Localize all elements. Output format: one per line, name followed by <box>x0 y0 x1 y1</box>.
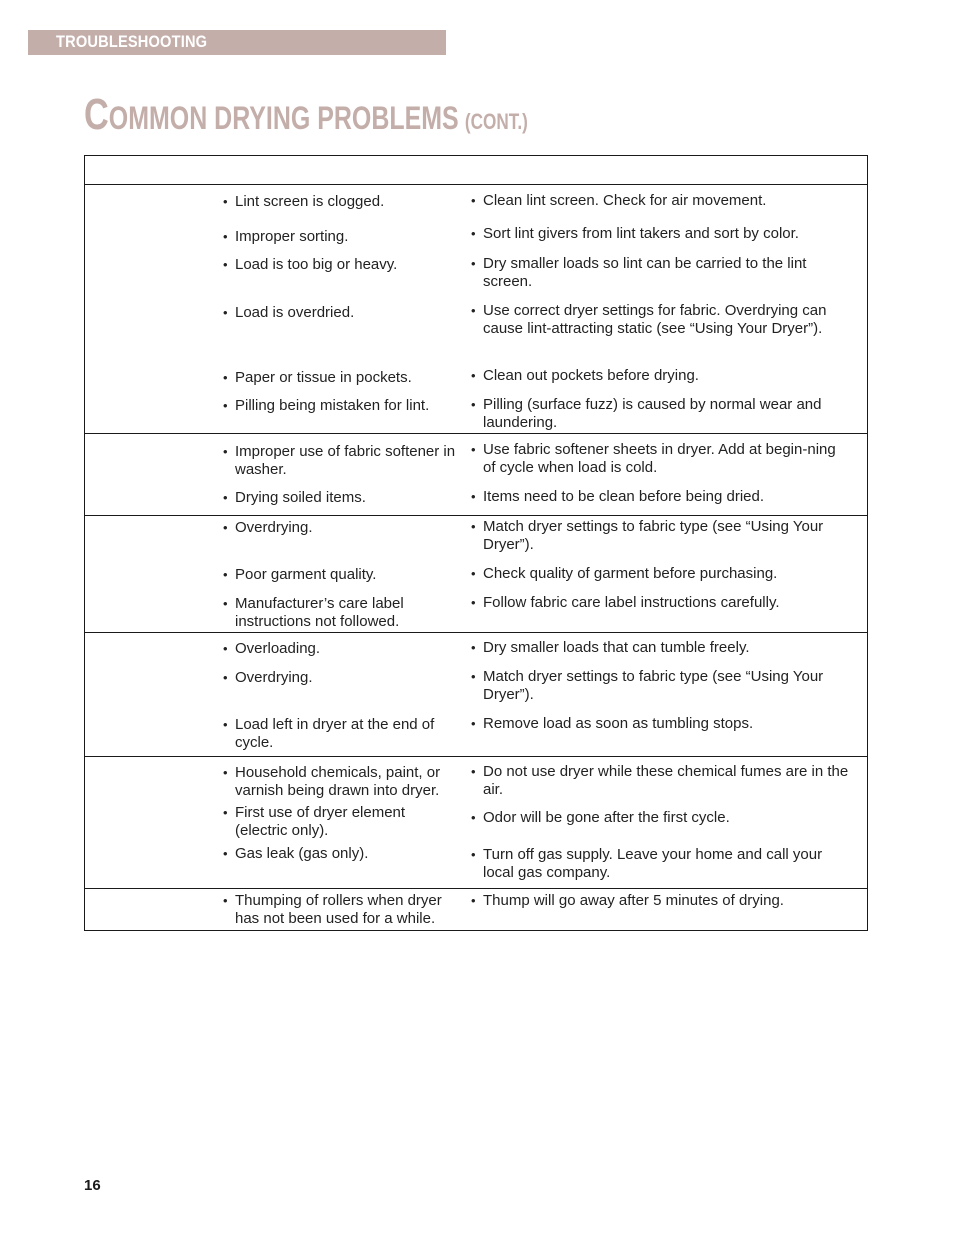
bullet-icon: • <box>223 444 228 459</box>
solution-item: • Dry smaller loads that can tumble freely. <box>471 639 750 656</box>
bullet-icon: • <box>471 810 476 825</box>
solution-item: • Sort lint givers from lint takers and sort by color. <box>471 225 799 242</box>
cause-item: • First use of dryer element (electric only). <box>223 804 406 839</box>
bullet-icon: • <box>471 764 476 779</box>
problem-group <box>85 633 867 757</box>
bullet-icon: • <box>223 194 228 209</box>
cause-item: • Overdrying. <box>223 669 313 686</box>
bullet-icon: • <box>223 520 228 535</box>
bullet-icon: • <box>223 765 228 780</box>
cause-item: • Paper or tissue in pockets. <box>223 369 412 386</box>
cause-item: • Load is overdried. <box>223 304 355 321</box>
bullet-icon: • <box>223 398 228 413</box>
bullet-icon: • <box>471 847 476 862</box>
bullet-icon: • <box>471 716 476 731</box>
solution-item: • Remove load as soon as tumbling stops. <box>471 715 754 732</box>
bullet-icon: • <box>223 670 228 685</box>
bullet-icon: • <box>471 893 476 908</box>
solution-item: • Use fabric softener sheets in dryer. Add at begin-ning of cycle when load is cold. <box>471 441 836 476</box>
solution-item: • Odor will be gone after the first cycle. <box>471 809 730 826</box>
cause-item: • Thumping of rollers when dryer has not been used for a while. <box>223 892 442 927</box>
solution-item: • Do not use dryer while these chemical fumes are in the air. <box>471 763 849 798</box>
page-title-suffix: (CONT.) <box>464 109 528 134</box>
problem-group <box>85 516 867 633</box>
bullet-icon: • <box>471 489 476 504</box>
bullet-icon: • <box>471 669 476 684</box>
solution-item: • Pilling (surface fuzz) is caused by normal wear and laundering. <box>471 396 822 431</box>
bullet-icon: • <box>471 442 476 457</box>
section-label: TROUBLESHOOTING <box>56 32 208 51</box>
bullet-icon: • <box>223 641 228 656</box>
page-title <box>84 90 528 139</box>
cause-item: • Gas leak (gas only). <box>223 845 369 862</box>
troubleshooting-table <box>84 155 868 931</box>
bullet-icon: • <box>471 226 476 241</box>
section-header-bar <box>28 30 446 55</box>
solution-item: • Items need to be clean before being dried. <box>471 488 765 505</box>
bullet-icon: • <box>471 256 476 271</box>
solution-item: • Thump will go away after 5 minutes of drying. <box>471 892 784 909</box>
bullet-icon: • <box>471 397 476 412</box>
cause-item: • Load is too big or heavy. <box>223 256 398 273</box>
solution-item: • Use correct dryer settings for fabric. Overdrying can cause lint-attracting static (see “Using Your Dryer”). <box>471 302 827 337</box>
cause-item: • Poor garment quality. <box>223 566 377 583</box>
solution-item: • Match dryer settings to fabric type (see “Using Your Dryer”). <box>471 668 824 703</box>
cause-item: • Household chemicals, paint, or varnish being drawn into dryer. <box>223 764 441 799</box>
page-number: 16 <box>84 1177 101 1194</box>
cause-item: • Overloading. <box>223 640 321 657</box>
bullet-icon: • <box>223 805 228 820</box>
cause-item: • Manufacturer’s care label instructions not followed. <box>223 595 404 630</box>
cause-item: • Improper sorting. <box>223 228 349 245</box>
cause-item: • Pilling being mistaken for lint. <box>223 397 430 414</box>
bullet-icon: • <box>223 717 228 732</box>
problem-group <box>85 889 867 932</box>
problem-group <box>85 757 867 889</box>
bullet-icon: • <box>223 846 228 861</box>
bullet-icon: • <box>223 567 228 582</box>
bullet-icon: • <box>471 595 476 610</box>
cause-item: • Overdrying. <box>223 519 313 536</box>
problem-group <box>85 434 867 516</box>
bullet-icon: • <box>471 193 476 208</box>
cause-item: • Drying soiled items. <box>223 489 366 506</box>
bullet-icon: • <box>223 229 228 244</box>
solution-item: • Match dryer settings to fabric type (see “Using Your Dryer”). <box>471 518 824 553</box>
bullet-icon: • <box>223 490 228 505</box>
solution-item: • Turn off gas supply. Leave your home and call your local gas company. <box>471 846 823 881</box>
cause-item: • Improper use of fabric softener in washer. <box>223 443 456 478</box>
bullet-icon: • <box>223 370 228 385</box>
bullet-icon: • <box>471 519 476 534</box>
bullet-icon: • <box>223 305 228 320</box>
table-header-row <box>85 156 867 185</box>
bullet-icon: • <box>471 640 476 655</box>
page-title-initial: C <box>84 90 109 139</box>
solution-item: • Clean out pockets before drying. <box>471 367 699 384</box>
page-title-text: OMMON DRYING PROBLEMS <box>108 100 459 136</box>
bullet-icon: • <box>223 596 228 611</box>
solution-item: • Follow fabric care label instructions carefully. <box>471 594 780 611</box>
bullet-icon: • <box>223 893 228 908</box>
bullet-icon: • <box>471 368 476 383</box>
bullet-icon: • <box>471 566 476 581</box>
solution-item: • Dry smaller loads so lint can be carried to the lint screen. <box>471 255 807 290</box>
solution-item: • Clean lint screen. Check for air movement. <box>471 192 767 209</box>
cause-item: • Lint screen is clogged. <box>223 193 385 210</box>
cause-item: • Load left in dryer at the end of cycle. <box>223 716 435 751</box>
problem-group <box>85 185 867 434</box>
bullet-icon: • <box>471 303 476 318</box>
solution-item: • Check quality of garment before purchasing. <box>471 565 778 582</box>
bullet-icon: • <box>223 257 228 272</box>
